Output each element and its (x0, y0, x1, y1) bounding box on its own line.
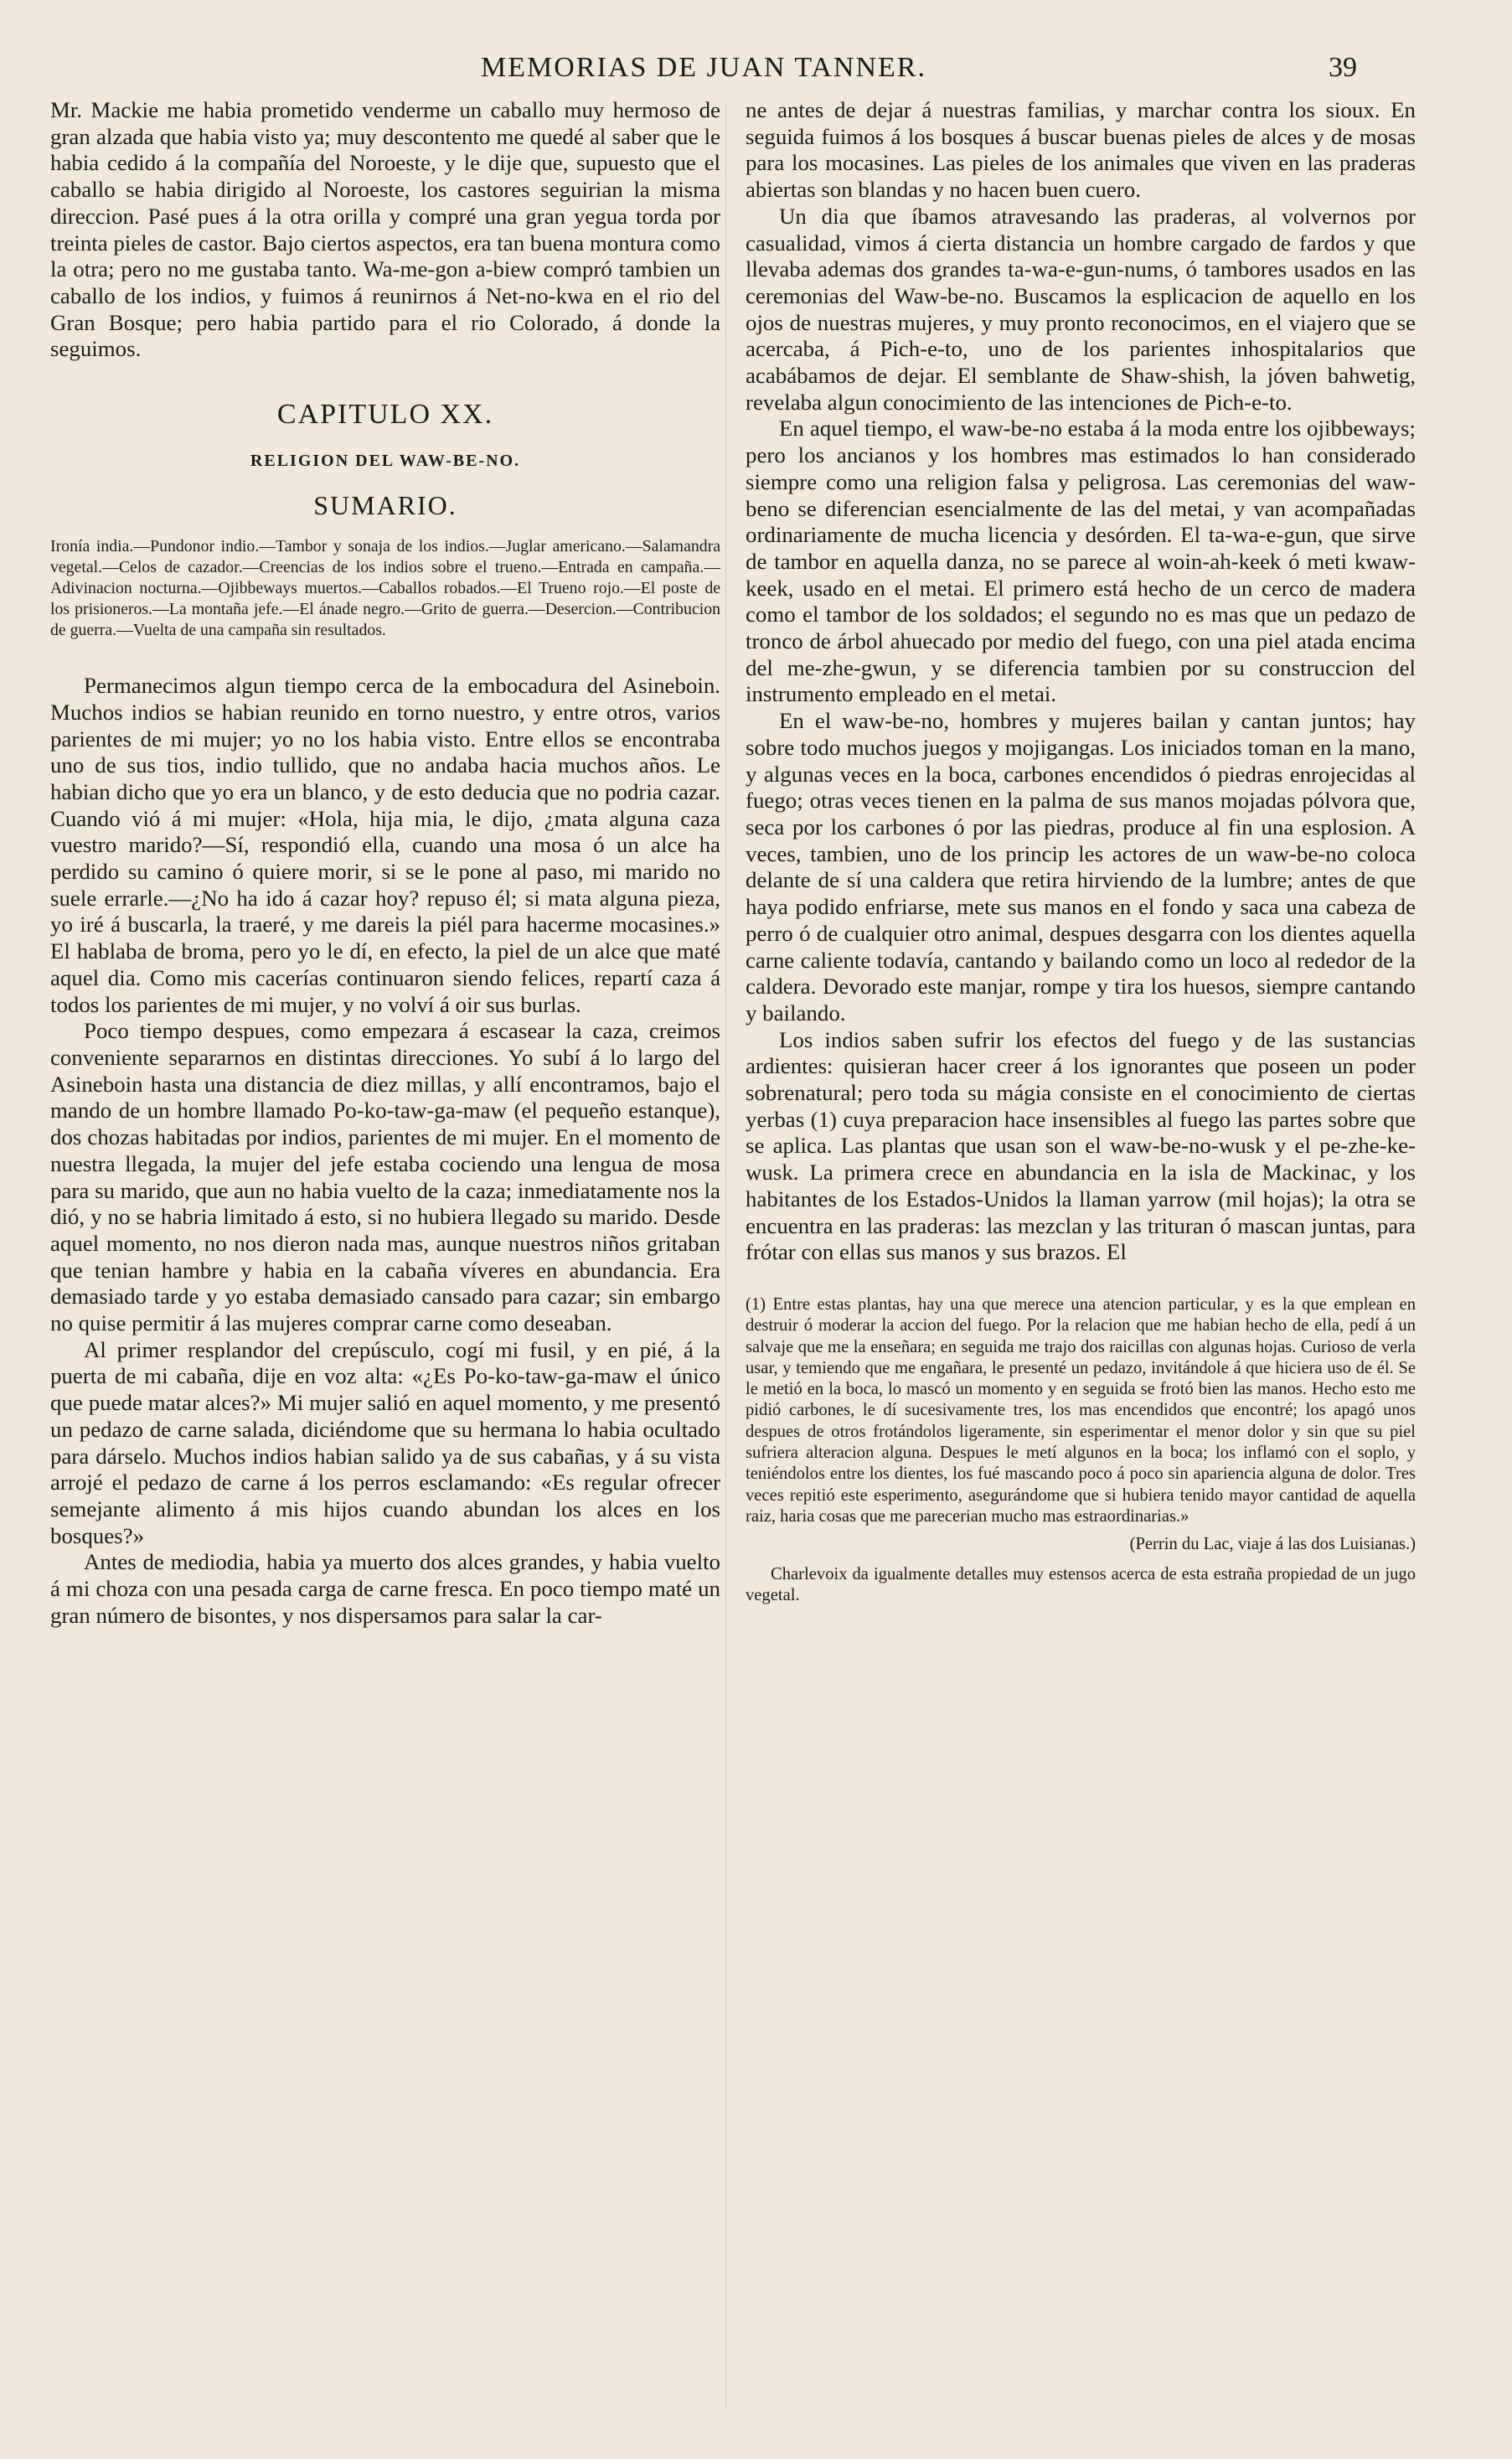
footnote: Charlevoix da igualmente detalles muy estensos acerca de esta estraña propiedad de un jugo vegetal. (746, 1564, 1416, 1604)
running-title: MEMORIAS DE JUAN TANNER. (480, 52, 926, 83)
footnote: (1) Entre estas plantas, hay una que merece una atencion particular, y es la que emplean en destruir ó moderar la accion del fuego. Por la relacion que me habian hecho de ella, pedí á un salvaje que me la enseñara; en seguida me trajo dos raicillas con algunas hojas. Curioso de verla usar, y temiendo que me engañara, le presenté un pedazo, invitándole á que hiciera uso de él. Se le metió en la boca, lo mascó un momento y en seguida se frotó bien las manos. Hecho esto me pidió carbones, le dí sucesivamente tres, los mas encendidos que encontré; los apagó unos despues de otros frotándolos ligeramente, sin esperimentar el menor dolor y sin que su piel sufriera alteracion alguna. Despues le metí algunos en la boca; los inflamó con el soplo, y teniéndolos entre los dientes, los fué mascando poco á poco sin apariencia alguna de dolor. Tres veces repitió este esperimento, asegurándome que si hubiera tenido mayor cantidad de aquella raiz, haria cosas que me parecerian mucho mas estraordinarias.» (746, 1294, 1416, 1526)
paragraph: Al primer resplandor del crepúsculo, cogí mi fusil, y en pié, á la puerta de mi cabaña, dije en voz alta: «¿Es Po-ko-taw-ga-maw el único que puede matar alces?» Mi mujer salió en aquel momento, y me presentó un pedazo de carne salada, diciéndome que su hermana lo habia ocultado para dárselo. Muchos indios habian salido ya de sus cabañas, y á su vista arrojé el pedazo de carne á los perros esclamando: «Es regular ofrecer semejante alimento á mis hijos cuando abundan los alces en los bosques?» (50, 1336, 720, 1548)
paragraph: Poco tiempo despues, como empezara á escasear la caza, creimos conveniente separarnos en distintas direcciones. Yo subí á lo largo del Asineboin hasta una distancia de diez millas, y allí encontramos, bajo el mando de un hombre llamado Po-ko-taw-ga-maw (el pequeño estanque), dos chozas habitadas por indios, parientes de mi mujer. En el momento de nuestra llegada, la mujer del jefe estaba cociendo una lengua de mosa para su marido, que aun no habia vuelto de la caza; inmediatamente nos la dió, y no se habria limitado á esto, si no hubiera llegado su marido. Desde aquel momento, no nos dieron nada mas, aunque nuestros niños gritaban que tenian hambre y habia en la cabaña víveres en abundancia. Era demasiado tarde y yo estaba demasiado cansado para cazar; sin embargo no quise permitir á las mujeres comprar carne como deseaban. (50, 1018, 720, 1336)
paragraph: Permanecimos algun tiempo cerca de la embocadura del Asineboin. Muchos indios se habian reunido en torno nuestro, y entre otros, varios parientes de mi mujer; yo no los habia visto. Entre ellos se encontraba uno de sus tios, indio tullido, que no andaba hacia muchos años. Le habian dicho que yo era un blanco, y de esto deducia que no podria cazar. Cuando vió á mi mujer: «Hola, hija mia, le dijo, ¿mata alguna caza vuestro marido?—Sí, respondió ella, cuando una mosa ó un alce ha perdido su camino ó quiere morir, si se le pone al paso, mi marido no suele errarle.—¿No ha ido á cazar hoy? repuso él; si mata alguna pieza, yo iré á buscarla, la traeré, y me dareis la piél para hacerme mocasines.» El hablaba de broma, pero yo le dí, en efecto, la piel de un alce que maté aquel dia. Como mis cacerías continuaron siendo felices, repartí caza á todos los parientes de mi mujer, y no volví á oir sus burlas. (50, 673, 720, 1017)
footnotes (746, 1294, 1416, 1606)
summary-heading: SUMARIO. (313, 490, 457, 521)
summary-text: Ironía india.—Pundonor indio.—Tambor y sonaja de los indios.—Juglar americano.—Salamandra vegetal.—Celos de cazador.—Creencias de los indios sobre el trueno.—Entrada en campaña.—Adivinacion nocturna.—Ojibbeways muertos.—Caballos robados.—El Trueno rojo.—El poste de los prisioneros.—La montaña jefe.—El ánade negro.—Grito de guerra.—Desercion.—Contribucion de guerra.—Vuelta de una campaña sin resultados. (50, 537, 720, 640)
right-column (746, 97, 1416, 1613)
paragraph: En aquel tiempo, el waw-be-no estaba á la moda entre los ojibbeways; pero los ancianos y los hombres mas estimados lo han considerado siempre como una religion falsa y peligrosa. Las ceremonias del waw-beno se diferencian esencialmente de las del metai, y van acompañadas ordinariamente de mucha licencia y desórden. El ta-wa-e-gun, que sirve de tambor en aquella danza, no se parece al woin-ah-keek ó meti kwaw-keek, usado en el metai. El primero está hecho de un cerco de madera como el tambor de los soldados; el segundo no es mas que un pedazo de tronco de árbol ahuecado por medio del fuego, con una piel atada encima del me-zhe-gwun, y se diferencia tambien por su construccion del instrumento empleado en el metai. (746, 416, 1416, 707)
page-header (50, 52, 1357, 90)
footnote-attribution: (Perrin du Lac, viaje á las dos Luisianas.) (1129, 1535, 1416, 1554)
paragraph: Antes de mediodia, habia ya muerto dos alces grandes, y habia vuelto á mi choza con una pesada carga de carne fresca. En poco tiempo maté un gran número de bisontes, y nos dispersamos para salar la car- (50, 1549, 720, 1628)
paragraph: Un dia que íbamos atravesando las praderas, al volvernos por casualidad, vimos á cierta distancia un hombre cargado de fardos y que llevaba ademas dos grandes ta-wa-e-gun-nums, ó tambores usados en las ceremonias del Waw-be-no. Buscamos la esplicacion de aquello en los ojos de nuestras mujeres, y muy pronto reconocimos, en el viajero que se acercaba, á Pich-e-to, uno de los parientes inhospitalarios que acabábamos de dejar. El semblante de Shaw-shish, la jóven bahwetig, revelaba algun conocimiento de las intenciones de Pich-e-to. (746, 203, 1416, 415)
opening-paragraph: Mr. Mackie me habia prometido venderme un caballo muy hermoso de gran alzada que habia visto ya; muy descontento me quedé al saber que le habia cedido á la compañía del Noroeste, y le dije que, supuesto que el caballo se habia dirigido al Noroeste, los castores seguirian la misma direccion. Pasé pues á la otra orilla y compré una gran yegua torda por treinta pieles de castor. Bajo ciertos aspectos, era tan buena montura como la otra; pero no me gustaba tanto. Wa-me-gon a-biew compró tambien un caballo de los indios, y fuimos á reunirnos á Net-no-kwa en el rio del Gran Bosque; pero habia partido para el rio Colorado, á donde la seguimos. (50, 97, 720, 362)
left-column (50, 97, 720, 1629)
chapter-subtitle: RELIGION DEL WAW-BE-NO. (250, 451, 521, 470)
chapter-title: CAPITULO XX. (276, 399, 494, 431)
paragraph: Los indios saben sufrir los efectos del fuego y de las sustancias ardientes: quisieran hacer creer á los ignorantes que poseen un poder sobrenatural; pero toda su mágia consiste en el conocimiento de ciertas yerbas (1) cuya preparacion hace insensibles al fuego las partes sobre que se aplica. Las plantas que usan son el waw-be-no-wusk y el pe-zhe-ke-wusk. La primera crece en abundancia en la isla de Mackinac, y los habitantes de los Estados-Unidos la llaman yarrow (mil hojas); la otra se encuentra en las praderas: las mezclan y las trituran ó mascan juntas, para frótar con ellas sus manos y sus brazos. El (746, 1026, 1416, 1265)
paragraph: En el waw-be-no, hombres y mujeres bailan y cantan juntos; hay sobre todo muchos juegos y mojigangas. Los iniciados toman en la mano, y algunas veces en la boca, carbones encendidos ó piedras enrojecidas al fuego; otras veces tienen en la palma de sus manos mojadas pólvora que, seca por los carbones ó por las piedras, produce al fin una esplosion. A veces, tambien, uno de los princip les actores de un waw-be-no coloca delante de sí una caldera que retira hirviendo de la lumbre; antes de que haya podido enfriarse, mete sus manos en el fondo y saca una cabeza de perro ó de cualquier otro animal, despues desgarra con los dientes aquella carne caliente todavía, cantando y bailando como un loco al rededor de la caldera. Devorado este manjar, rompe y tira los huesos, siempre cantando y bailando. (746, 708, 1416, 1025)
page-number: 39 (1329, 52, 1357, 83)
paragraph: ne antes de dejar á nuestras familias, y marchar contra los sioux. En seguida fuimos á los bosques á buscar buenas pieles de alces y de mosas para los mocasines. Las pieles de los animales que viven en las praderas abiertas son blandas y no hacen buen cuero. (746, 97, 1416, 203)
column-divider (725, 105, 726, 2409)
